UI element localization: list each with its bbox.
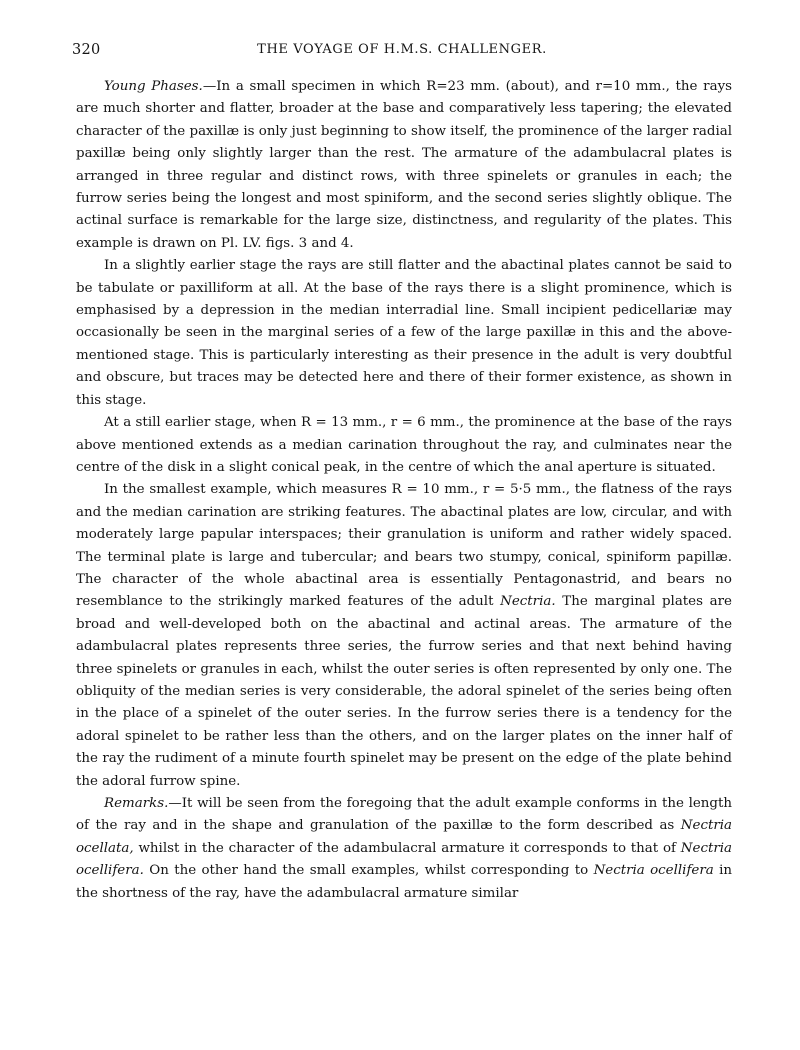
paragraph-text: —In a small specimen in which R=23 mm. (about), and r=10 mm., the rays are much shorter and flatter, broader at the base and comparatively less tapering; the elevated character of the paxillæ is only just beginning to show itself, the prominence of the larger radial paxillæ being only slightly larger than the rest. The armature of the adambulacral plates is arranged in three regular and distinct rows, with three spinelets or granules in each; the furrow series being the longest and most spiniform, and the second series slightly oblique. The actinal surface is remarkable for the large size, distinctness, and regularity of the plates. This example is drawn on Pl. LV. figs. 3 and 4. <box>76 79 732 251</box>
paragraph-still-earlier-stage <box>76 412 732 479</box>
paragraph-text: At a still earlier stage, when R = 13 mm., r = 6 mm., the prominence at the base of the rays above mentioned extends as a median carination throughout the ray, and culminates near the centre of the disk in a slight conical peak, in the centre of which the anal aperture is situated. <box>76 415 732 475</box>
paragraph-remarks <box>76 793 732 905</box>
paragraph-text: On the other hand the small examples, whilst corresponding to <box>143 863 594 879</box>
species-name-italic: Nectria ocellifera. <box>76 840 732 879</box>
section-lead-remarks: Remarks. <box>104 796 169 811</box>
paragraph-text: whilst in the character of the adambulacral armature it corresponds to that of <box>133 840 681 856</box>
body-text <box>76 76 732 905</box>
page-number: 320 <box>72 42 101 58</box>
paragraph-text: In a slightly earlier stage the rays are still flatter and the abactinal plates cannot be said to be tabulate or paxilliform at all. At the base of the rays there is a slight prominence, which is emphasised by a depression in the median interradial line. Small incipient pedicellariæ may occasionally be seen in the marginal series of a few of the large paxillæ in this and the above-mentioned stage. This is particularly interesting as their presence in the adult is very doubtful and obscure, but traces may be detected here and there of their former existence, as shown in this stage. <box>76 258 732 408</box>
paragraph-text: The marginal plates are broad and well-developed both on the abactinal and actinal areas. The armature of the adambulacral plates represents three series, the furrow series and that next behind having three spinelets or granules in each, whilst the outer series is often represented by only one. The obliquity of the median series is very considerable, the adoral spinelet of the series being often in the place of a spinelet of the outer series. In the furrow series there is a tendency for the adoral spinelet to be rather less than the others, and on the larger plates on the inner half of the ray the rudiment of a minute fourth spinelet may be present on the edge of the plate behind the adoral furrow spine. <box>76 594 732 789</box>
page-header <box>72 42 732 62</box>
paragraph-text: in the shortness of the ray, have the adambulacral armature similar <box>76 863 732 901</box>
paragraph-smallest-example <box>76 479 732 793</box>
species-name-italic: Nectria ocellata, <box>76 818 732 856</box>
running-title: THE VOYAGE OF H.M.S. CHALLENGER. <box>257 42 547 57</box>
section-lead-young-phases: Young Phases. <box>104 79 203 94</box>
paragraph-text: In the smallest example, which measures R = 10 mm., r = 5·5 mm., the flatness of the rays and the median carination are striking features. The abactinal plates are low, circular, and with moderately large papular interspaces; their granulation is uniform and rather widely spaced. The terminal plate is large and tubercular; and bears two stumpy, conical, spiniform papillæ. The character of the whole abactinal area is essentially Pentagonastrid, and bears no resemblance to the strikingly marked features of the adult <box>76 482 732 610</box>
paragraph-earlier-stage <box>76 255 732 412</box>
genus-name-italic: Nectria. <box>500 594 556 610</box>
paragraph-text: —It will be seen from the foregoing that the adult example conforms in the length of the ray and in the shape and granulation of the paxillæ to the form described as <box>76 796 732 834</box>
species-name-italic: Nectria ocellifera <box>593 863 714 879</box>
paragraph-young-phases <box>76 76 732 255</box>
